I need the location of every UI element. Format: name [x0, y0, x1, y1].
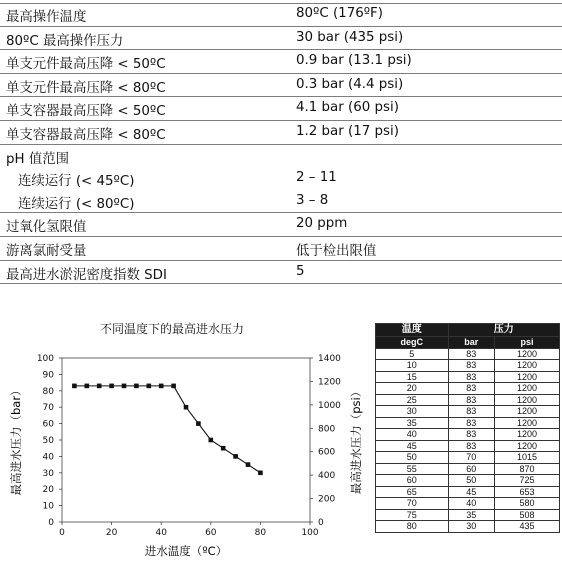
spec-label: 连续运行 (< 45ºC)	[18, 174, 135, 190]
cell-psi: 1200	[495, 348, 560, 360]
cell-degc: 60	[376, 475, 449, 487]
y-axis-label: 最高进水压力（bar）	[9, 384, 23, 496]
cell-psi: 1200	[495, 406, 560, 418]
data-point	[72, 384, 77, 389]
table-row	[376, 406, 560, 418]
chart-title: 不同温度下的最高进水压力	[100, 322, 245, 336]
y2-tick-label: 1400	[318, 354, 341, 364]
header-pressure: 压力	[448, 324, 559, 337]
x-tick-label: 40	[155, 528, 167, 538]
cell-bar: 83	[448, 417, 494, 429]
data-point	[221, 446, 226, 451]
cell-psi: 508	[495, 509, 560, 521]
y2-tick-label: 1000	[318, 400, 341, 411]
spec-value: 0.3 bar (4.4 psi)	[296, 76, 404, 92]
y2-tick-label: 400	[318, 471, 336, 482]
cell-psi: 1200	[495, 429, 560, 441]
cell-degc: 25	[376, 394, 449, 406]
spec-label: 最高进水淤泥密度指数 SDI	[6, 267, 167, 283]
y2-tick-label: 0	[318, 518, 324, 528]
y-tick-label: 100	[36, 354, 54, 364]
cell-psi: 1200	[495, 417, 560, 429]
spec-value: 20 ppm	[296, 216, 348, 232]
x-axis-label: 进水温度（ºC）	[144, 544, 228, 558]
y-tick-label: 10	[42, 501, 54, 512]
cell-degc: 80	[376, 521, 449, 533]
y-tick-label: 0	[48, 518, 54, 528]
y2-tick-label: 200	[318, 494, 336, 505]
spec-row	[0, 97, 562, 121]
data-point	[233, 454, 238, 459]
cell-psi: 1200	[495, 440, 560, 452]
spec-row	[0, 237, 562, 261]
y-tick-label: 50	[42, 436, 54, 446]
header-bar: bar	[448, 337, 494, 349]
cell-degc: 15	[376, 371, 449, 383]
table-row	[376, 498, 560, 510]
spec-row	[0, 3, 562, 27]
cell-degc: 50	[376, 452, 449, 464]
cell-bar: 60	[448, 463, 494, 475]
table-row	[376, 360, 560, 372]
cell-psi: 435	[495, 521, 560, 533]
spec-row	[0, 190, 562, 214]
y-tick-label: 80	[42, 386, 54, 397]
table-row	[376, 394, 560, 406]
spec-value: 3 – 8	[296, 192, 329, 208]
cell-bar: 83	[448, 383, 494, 395]
data-point	[85, 384, 90, 389]
plot-frame	[62, 358, 310, 522]
y2-tick-label: 800	[318, 424, 336, 435]
spec-label: 游离氯耐受量	[6, 243, 87, 259]
spec-label: 单支元件最高压降 < 80ºC	[6, 80, 166, 96]
table-row	[376, 417, 560, 429]
spec-label: 80ºC 最高操作压力	[6, 33, 124, 49]
header-psi: psi	[495, 337, 560, 349]
spec-row	[0, 145, 562, 168]
cell-psi: 580	[495, 498, 560, 510]
table-row	[376, 486, 560, 498]
spec-value: 2 – 11	[296, 170, 337, 186]
cell-degc: 20	[376, 383, 449, 395]
cell-bar: 50	[448, 475, 494, 487]
spec-label: 单支容器最高压降 < 80ºC	[6, 127, 166, 143]
header-degc: degC	[376, 337, 449, 349]
data-point	[147, 384, 152, 389]
y-tick-label: 60	[42, 419, 54, 430]
cell-psi: 1200	[495, 371, 560, 383]
x-tick-label: 0	[59, 528, 65, 538]
data-point	[209, 438, 214, 443]
cell-degc: 10	[376, 360, 449, 372]
cell-degc: 30	[376, 406, 449, 418]
spec-row	[0, 74, 562, 98]
y2-axis-label: 最高进水压力（psi）	[349, 385, 363, 495]
spec-value: 80ºC (176ºF)	[296, 6, 383, 21]
spec-label: 单支元件最高压降 < 50ºC	[6, 57, 166, 73]
cell-bar: 35	[448, 509, 494, 521]
y-tick-label: 30	[42, 468, 54, 479]
table-row	[376, 348, 560, 360]
table-row	[376, 383, 560, 395]
cell-bar: 83	[448, 406, 494, 418]
cell-psi: 1200	[495, 394, 560, 406]
spec-label: 过氧化氢限值	[6, 220, 87, 236]
data-point	[258, 471, 263, 476]
cell-bar: 83	[448, 371, 494, 383]
y-tick-label: 40	[42, 452, 54, 463]
cell-bar: 30	[448, 521, 494, 533]
spec-value: 低于检出限值	[296, 243, 377, 259]
pressure-data-table	[375, 323, 560, 533]
x-tick-label: 20	[105, 528, 118, 538]
table-row	[376, 452, 560, 464]
cell-bar: 83	[448, 440, 494, 452]
cell-psi: 1200	[495, 383, 560, 395]
cell-bar: 83	[448, 348, 494, 360]
spec-label: pH 值范围	[6, 151, 69, 167]
data-point	[109, 384, 114, 389]
cell-bar: 83	[448, 394, 494, 406]
y-tick-label: 70	[42, 403, 54, 414]
table-row	[376, 371, 560, 383]
cell-psi: 1015	[495, 452, 560, 464]
cell-psi: 870	[495, 463, 560, 475]
cell-degc: 45	[376, 440, 449, 452]
x-tick-label: 60	[205, 528, 217, 538]
spec-value: 30 bar (435 psi)	[296, 29, 404, 45]
cell-psi: 725	[495, 475, 560, 487]
spec-value: 0.9 bar (13.1 psi)	[296, 53, 412, 69]
x-tick-label: 80	[254, 528, 267, 538]
x-tick-label: 100	[301, 528, 319, 538]
cell-psi: 1200	[495, 360, 560, 372]
spec-value: 5	[296, 263, 305, 279]
cell-bar: 70	[448, 452, 494, 464]
data-point	[134, 384, 139, 389]
data-point	[122, 384, 127, 389]
pressure-temperature-chart	[0, 335, 370, 564]
table-row	[376, 429, 560, 441]
y-tick-label: 90	[42, 370, 54, 381]
spec-value: 1.2 bar (17 psi)	[296, 123, 399, 139]
data-point	[171, 384, 176, 389]
cell-degc: 70	[376, 498, 449, 510]
cell-degc: 5	[376, 348, 449, 360]
y2-tick-label: 1200	[318, 377, 341, 388]
y-tick-label: 20	[42, 485, 54, 496]
cell-bar: 40	[448, 498, 494, 510]
spec-value: 4.1 bar (60 psi)	[296, 100, 399, 116]
table-row	[376, 475, 560, 487]
data-point	[159, 384, 164, 389]
spec-row	[0, 50, 562, 74]
spec-row	[0, 213, 562, 237]
spec-row	[0, 167, 562, 190]
data-point	[97, 384, 102, 389]
table-row	[376, 440, 560, 452]
spec-label: 单支容器最高压降 < 50ºC	[6, 104, 166, 120]
spec-label: 连续运行 (< 80ºC)	[18, 196, 135, 212]
table-row	[376, 509, 560, 521]
spec-label: 最高操作温度	[6, 10, 87, 25]
cell-degc: 40	[376, 429, 449, 441]
spec-row	[0, 27, 562, 51]
cell-degc: 35	[376, 417, 449, 429]
cell-bar: 83	[448, 429, 494, 441]
cell-degc: 65	[376, 486, 449, 498]
spec-row	[0, 121, 562, 145]
data-point	[184, 405, 189, 410]
cell-degc: 75	[376, 509, 449, 521]
header-temperature: 温度	[376, 324, 449, 337]
y2-tick-label: 600	[318, 447, 336, 458]
cell-degc: 55	[376, 463, 449, 475]
data-point	[246, 462, 251, 467]
cell-bar: 45	[448, 486, 494, 498]
data-point	[196, 421, 201, 426]
cell-psi: 653	[495, 486, 560, 498]
pressure-series-line	[74, 386, 260, 473]
spec-table	[0, 3, 562, 284]
table-row	[376, 521, 560, 533]
spec-row	[0, 261, 562, 285]
cell-bar: 83	[448, 360, 494, 372]
table-row	[376, 463, 560, 475]
